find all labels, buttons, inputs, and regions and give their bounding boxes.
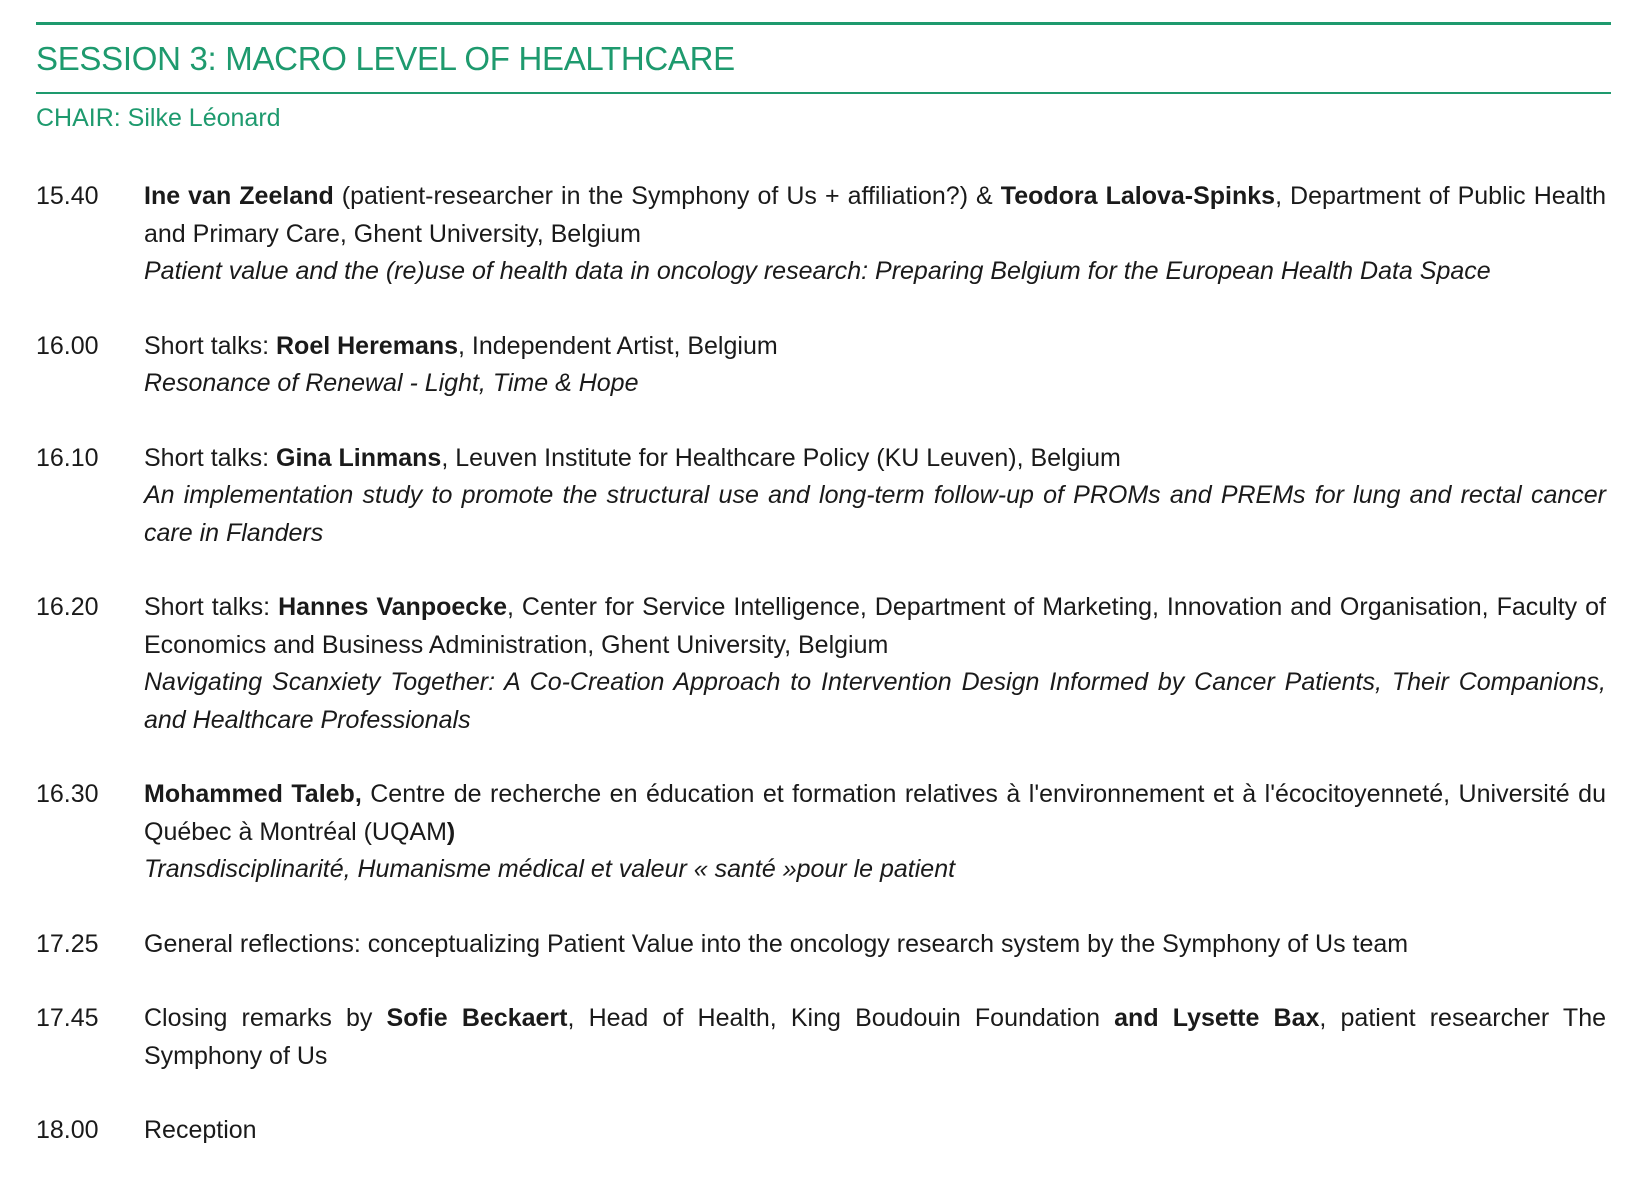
top-divider [36, 22, 1611, 25]
speaker-affiliation: , patient researcher The Symphony of Us [144, 1004, 1607, 1070]
program-entry [36, 1000, 1606, 1075]
entry-content [144, 178, 1606, 291]
speaker-name: and Lysette Bax [1114, 1004, 1320, 1032]
session-title: SESSION 3: MACRO LEVEL OF HEALTHCARE [36, 40, 735, 77]
entry-content [144, 440, 1606, 553]
session-chair: CHAIR: Silke Léonard [36, 104, 281, 132]
talk-type: Short talks: [144, 593, 279, 621]
speaker-affiliation: , Leuven Institute for Healthcare Policy (KU Leuven), Belgium [441, 443, 1121, 472]
speaker-name: Teodora Lalova-Spinks [1000, 182, 1276, 210]
speaker-affiliation: , Center for Service Intelligence, Department of Marketing, Innovation and Organisation, Faculty of Economics and Business Administration, Ghent University, Belgium [144, 593, 1607, 659]
entry-content [144, 1000, 1606, 1075]
talk-type: Closing remarks by [144, 1004, 387, 1032]
program-entry [36, 178, 1606, 291]
entry-speakers [144, 440, 1606, 478]
entry-time: 18.00 [36, 1116, 99, 1144]
program-entry [36, 328, 1606, 403]
entry-time: 16.20 [36, 593, 99, 621]
speaker-name: Ine van Zeeland [144, 182, 334, 210]
affiliation-close: ) [446, 817, 456, 846]
speaker-name: Sofie Beckaert [386, 1004, 568, 1032]
entry-time: 16.10 [36, 443, 99, 472]
talk-title: Resonance of Renewal - Light, Time & Hope [144, 369, 639, 397]
entry-content [144, 589, 1606, 739]
entry-time: 15.40 [36, 182, 99, 210]
program-entry [36, 440, 1606, 553]
entry-speakers [144, 1000, 1606, 1075]
speaker-name: Hannes Vanpoecke [278, 593, 507, 621]
speaker-affiliation: , Independent Artist, Belgium [458, 331, 778, 360]
entry-content [144, 926, 1606, 964]
talk-type: Short talks: [144, 443, 276, 472]
talk-title: An implementation study to promote the structural use and long-term follow-up of PROMs and PREMs for lung and rectal cancer care in Flanders [144, 481, 1606, 547]
speaker-affiliation: , Department of Public Health and Primary Care, Ghent University, Belgium [144, 182, 1606, 248]
program-list [36, 178, 1606, 1150]
talk-title: Navigating Scanxiety Together: A Co-Creation Approach to Intervention Design Informed by Cancer Patients, Their Companions, and Healthcare Professionals [144, 668, 1606, 734]
program-entry [36, 589, 1606, 739]
talk-type: Short talks: [144, 331, 276, 360]
program-entry [36, 926, 1606, 964]
program-entry [36, 776, 1606, 889]
title-divider [36, 92, 1611, 94]
entry-description: Reception [144, 1116, 257, 1144]
entry-speakers [144, 776, 1606, 851]
speaker-name: Roel Heremans [276, 331, 459, 360]
entry-content [144, 1112, 1606, 1150]
entry-time: 17.45 [36, 1004, 99, 1032]
entry-time: 16.30 [36, 780, 99, 808]
talk-title: Transdisciplinarité, Humanisme médical et valeur « santé »pour le patient [144, 855, 956, 883]
speaker-affiliation: Centre de recherche en éducation et formation relatives à l'environnement et à l'écocitoyenneté, Université du Québec à Montréal (UQAM [144, 780, 1606, 846]
entry-time: 16.00 [36, 331, 99, 360]
entry-speakers [144, 328, 1606, 366]
entry-content [144, 776, 1606, 889]
speaker-affiliation: (patient-researcher in the Symphony of Us + affiliation?) & [333, 182, 1001, 210]
entry-time: 17.25 [36, 929, 99, 958]
speaker-name: Gina Linmans [276, 443, 442, 472]
program-entry [36, 1112, 1606, 1150]
speaker-affiliation: , Head of Health, King Boudouin Foundation [567, 1004, 1115, 1032]
talk-title: Patient value and the (re)use of health data in oncology research: Preparing Belgium for the European Health Data Space [144, 257, 1491, 285]
speaker-name: Mohammed Taleb, [144, 780, 362, 808]
entry-speakers [144, 178, 1606, 253]
entry-speakers [144, 589, 1606, 664]
entry-description: General reflections: conceptualizing Patient Value into the oncology research system by the Symphony of Us team [144, 929, 1409, 958]
entry-content [144, 328, 1606, 403]
